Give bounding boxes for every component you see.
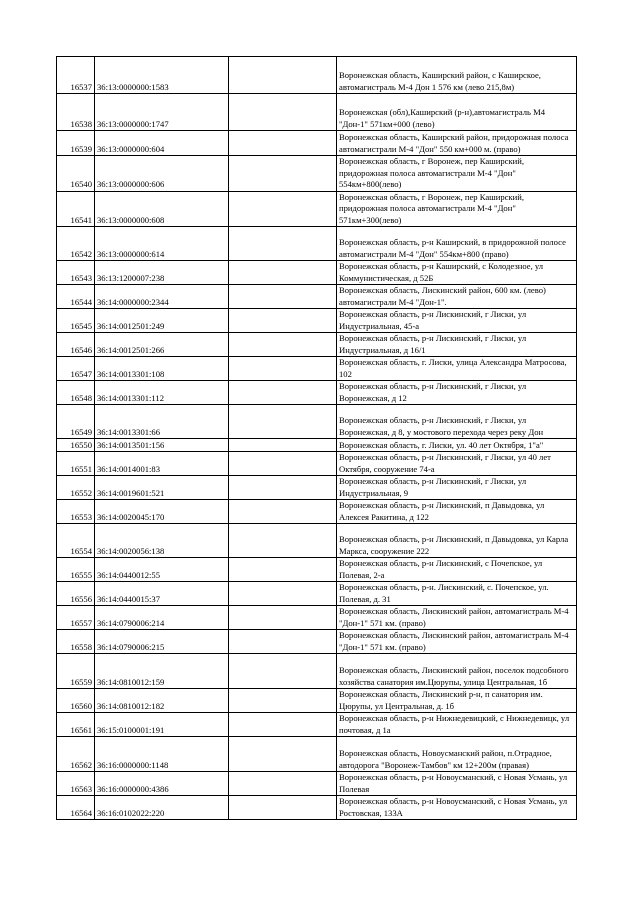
cadastral-number-cell: 36:14:0020045:170 <box>95 500 229 524</box>
empty-cell <box>229 689 337 713</box>
table-row <box>57 57 577 94</box>
address-cell: Воронежская область, г. Лиски, ул. 40 лет Октября, 1"а" <box>337 439 577 452</box>
cadastral-number-cell: 36:14:0790006:215 <box>95 630 229 654</box>
empty-cell <box>229 333 337 357</box>
row-number-cell: 16557 <box>57 606 95 630</box>
table-row <box>57 713 577 737</box>
empty-cell <box>229 57 337 94</box>
registry-table <box>56 56 577 820</box>
address-cell: Воронежская область, Лискинский район, поселок подсобного хозяйства санатория им.Цюрупы, улица Центральная, 1б <box>337 654 577 689</box>
table-row <box>57 285 577 309</box>
empty-cell <box>229 558 337 582</box>
cadastral-number-cell: 36:13:0000000:606 <box>95 156 229 192</box>
cadastral-number-cell: 36:14:0020056:138 <box>95 524 229 558</box>
row-number-cell: 16543 <box>57 261 95 285</box>
table-row <box>57 227 577 261</box>
row-number-cell: 16542 <box>57 227 95 261</box>
cadastral-number-cell: 36:14:0000000:2344 <box>95 285 229 309</box>
address-cell: Воронежская область, р-н Лискинский, г Лиски, ул Воронежская, д 12 <box>337 381 577 405</box>
address-cell: Воронежская область, Новоусманский район, п.Отрадное, автодорога "Воронеж-Тамбов" км 12+200м (правая) <box>337 737 577 772</box>
cadastral-number-cell: 36:13:0000000:604 <box>95 131 229 156</box>
address-cell: Воронежская область, г. Лиски, улица Александра Матросова, 102 <box>337 357 577 381</box>
empty-cell <box>229 381 337 405</box>
empty-cell <box>229 772 337 796</box>
address-cell: Воронежская область, р-н Нижнедевицкий, с Нижнедевицк, ул почтовая, д 1а <box>337 713 577 737</box>
address-cell: Воронежская область, Лискинский район, 600 км. (лево) автомагистрали М-4 "Дон-1". <box>337 285 577 309</box>
address-cell: Воронежская область, р-н Каширский, с Колодезное, ул Коммунистическая, д 52Б <box>337 261 577 285</box>
empty-cell <box>229 524 337 558</box>
address-cell: Воронежская (обл),Каширский (р-н),автомагистраль М4 "Дон-1" 571км+000 (лево) <box>337 94 577 131</box>
row-number-cell: 16540 <box>57 156 95 192</box>
address-cell: Воронежская область, Лискинский район, автомагистраль М-4 "Дон-1" 571 км. (право) <box>337 630 577 654</box>
table-row <box>57 558 577 582</box>
row-number-cell: 16539 <box>57 131 95 156</box>
table-row <box>57 156 577 192</box>
table-row <box>57 405 577 439</box>
empty-cell <box>229 94 337 131</box>
empty-cell <box>229 405 337 439</box>
cadastral-number-cell: 36:13:0000000:1583 <box>95 57 229 94</box>
table-row <box>57 772 577 796</box>
row-number-cell: 16552 <box>57 476 95 500</box>
registry-table-body <box>57 57 577 820</box>
cadastral-number-cell: 36:13:0000000:614 <box>95 227 229 261</box>
empty-cell <box>229 654 337 689</box>
address-cell: Воронежская область, р-н Лискинский, с Почепское, ул Полевая, 2-а <box>337 558 577 582</box>
row-number-cell: 16553 <box>57 500 95 524</box>
empty-cell <box>229 156 337 192</box>
address-cell: Воронежская область, Лискинский район, автомагистраль М-4 "Дон-1" 571 км. (право) <box>337 606 577 630</box>
row-number-cell: 16549 <box>57 405 95 439</box>
address-cell: Воронежская область, р-н. Лискинский, с. Почепское, ул. Полевая, д. 31 <box>337 582 577 606</box>
cadastral-number-cell: 36:14:0012501:249 <box>95 309 229 333</box>
empty-cell <box>229 439 337 452</box>
address-cell: Воронежская область, Каширский район, придорожная полоса автомагистрали М-4 "Дон" 550 км+000 м. (право) <box>337 131 577 156</box>
cadastral-number-cell: 36:13:0000000:1747 <box>95 94 229 131</box>
empty-cell <box>229 476 337 500</box>
table-row <box>57 439 577 452</box>
row-number-cell: 16556 <box>57 582 95 606</box>
table-row <box>57 309 577 333</box>
cadastral-number-cell: 36:16:0000000:4386 <box>95 772 229 796</box>
cadastral-number-cell: 36:16:0102022:220 <box>95 796 229 820</box>
empty-cell <box>229 227 337 261</box>
empty-cell <box>229 285 337 309</box>
empty-cell <box>229 261 337 285</box>
row-number-cell: 16548 <box>57 381 95 405</box>
row-number-cell: 16559 <box>57 654 95 689</box>
address-cell: Воронежская область, Каширский район, с Каширское, автомагистраль М-4 Дон 1 576 км (лево 215,8м) <box>337 57 577 94</box>
row-number-cell: 16541 <box>57 191 95 227</box>
cadastral-number-cell: 36:14:0790006:214 <box>95 606 229 630</box>
table-row <box>57 654 577 689</box>
table-row <box>57 582 577 606</box>
table-row <box>57 333 577 357</box>
row-number-cell: 16554 <box>57 524 95 558</box>
cadastral-number-cell: 36:14:0013301:108 <box>95 357 229 381</box>
row-number-cell: 16544 <box>57 285 95 309</box>
table-row <box>57 689 577 713</box>
row-number-cell: 16546 <box>57 333 95 357</box>
address-cell: Воронежская область, Лискинский р-н, п санатория им. Цюрупы, ул Центральная, д. 1б <box>337 689 577 713</box>
empty-cell <box>229 606 337 630</box>
table-row <box>57 94 577 131</box>
row-number-cell: 16547 <box>57 357 95 381</box>
address-cell: Воронежская область, р-н Новоусманский, с Новая Усмань, ул Ростовская, 133А <box>337 796 577 820</box>
table-row <box>57 606 577 630</box>
table-row <box>57 191 577 227</box>
empty-cell <box>229 131 337 156</box>
empty-cell <box>229 582 337 606</box>
table-row <box>57 737 577 772</box>
cadastral-number-cell: 36:13:1200007:238 <box>95 261 229 285</box>
empty-cell <box>229 452 337 476</box>
table-row <box>57 500 577 524</box>
address-cell: Воронежская область, р-н Новоусманский, с Новая Усмань, ул Полевая <box>337 772 577 796</box>
cadastral-number-cell: 36:14:0440012:55 <box>95 558 229 582</box>
empty-cell <box>229 737 337 772</box>
row-number-cell: 16538 <box>57 94 95 131</box>
cadastral-number-cell: 36:14:0013301:112 <box>95 381 229 405</box>
empty-cell <box>229 191 337 227</box>
row-number-cell: 16537 <box>57 57 95 94</box>
row-number-cell: 16562 <box>57 737 95 772</box>
table-row <box>57 452 577 476</box>
table-row <box>57 476 577 500</box>
row-number-cell: 16558 <box>57 630 95 654</box>
empty-cell <box>229 357 337 381</box>
table-row <box>57 261 577 285</box>
empty-cell <box>229 630 337 654</box>
cadastral-number-cell: 36:15:0100001:191 <box>95 713 229 737</box>
cadastral-number-cell: 36:16:0000000:1148 <box>95 737 229 772</box>
row-number-cell: 16561 <box>57 713 95 737</box>
address-cell: Воронежская область, р-н Лискинский, г Лиски, ул 40 лет Октября, сооружение 74-а <box>337 452 577 476</box>
row-number-cell: 16563 <box>57 772 95 796</box>
table-row <box>57 796 577 820</box>
cadastral-number-cell: 36:14:0810012:182 <box>95 689 229 713</box>
row-number-cell: 16555 <box>57 558 95 582</box>
address-cell: Воронежская область, г Воронеж, пер Каширский, придорожная полоса автомагистрали М-4 "Дон" 571км+300(лево) <box>337 191 577 227</box>
row-number-cell: 16560 <box>57 689 95 713</box>
address-cell: Воронежская область, р-н Лискинский, г Лиски, ул Индустриальная, д 16/1 <box>337 333 577 357</box>
empty-cell <box>229 309 337 333</box>
table-row <box>57 357 577 381</box>
row-number-cell: 16545 <box>57 309 95 333</box>
table-row <box>57 381 577 405</box>
address-cell: Воронежская область, г Воронеж, пер Каширский, придорожная полоса автомагистрали М-4 "Дон" 554км+800(лево) <box>337 156 577 192</box>
address-cell: Воронежская область, р-н Лискинский, п Давыдовка, ул Карла Маркса, сооружение 222 <box>337 524 577 558</box>
address-cell: Воронежская область, р-н Каширский, в придорожной полосе автомагистрали М-4 "Дон" 554км+800 (право) <box>337 227 577 261</box>
table-row <box>57 131 577 156</box>
row-number-cell: 16551 <box>57 452 95 476</box>
cadastral-number-cell: 36:14:0810012:159 <box>95 654 229 689</box>
address-cell: Воронежская область, р-н Лискинский, г Лиски, ул Индустриальная, 9 <box>337 476 577 500</box>
table-row <box>57 630 577 654</box>
cadastral-number-cell: 36:14:0013501:156 <box>95 439 229 452</box>
cadastral-number-cell: 36:14:0019601:521 <box>95 476 229 500</box>
empty-cell <box>229 500 337 524</box>
cadastral-number-cell: 36:14:0013301:66 <box>95 405 229 439</box>
cadastral-number-cell: 36:14:0014001:83 <box>95 452 229 476</box>
address-cell: Воронежская область, р-н Лискинский, г Лиски, ул Индустриальная, 45-а <box>337 309 577 333</box>
row-number-cell: 16550 <box>57 439 95 452</box>
cadastral-number-cell: 36:13:0000000:608 <box>95 191 229 227</box>
row-number-cell: 16564 <box>57 796 95 820</box>
address-cell: Воронежская область, р-н Лискинский, г Лиски, ул Воронежская, д 8, у мостового перехода через реку Дон <box>337 405 577 439</box>
empty-cell <box>229 796 337 820</box>
empty-cell <box>229 713 337 737</box>
cadastral-number-cell: 36:14:0012501:266 <box>95 333 229 357</box>
address-cell: Воронежская область, р-н Лискинский, п Давыдовка, ул Алексея Ракитина, д 122 <box>337 500 577 524</box>
table-row <box>57 524 577 558</box>
cadastral-number-cell: 36:14:0440015:37 <box>95 582 229 606</box>
